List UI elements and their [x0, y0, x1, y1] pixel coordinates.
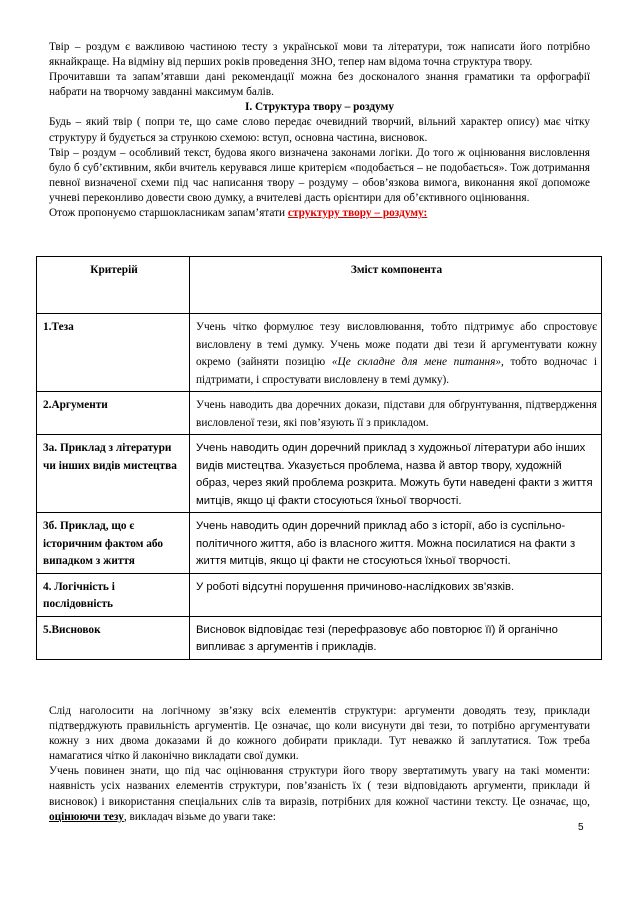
content-cell: [190, 314, 602, 392]
highlighted-structure-link: структуру твору – роздуму:: [287, 207, 428, 220]
logic-paragraph: Твір – роздум – особливий текст, будова якого визначена законами логіки. До того ж оцінювання висловлення було б суб’єктивним, якби вчитель керувався лише критерієм «подобається – не подобається». Тож дотримання певної визначеної схеми під час написання твору – роздуму – обов’язкова вимога, виконання якої допоможе учневі переконливо довести свою думку, а вчителеві дасть орієнтири для об’єктивного оцінювання.: [49, 146, 590, 204]
connection-paragraph: Слід наголосити на логічному зв’язку всіх елементів структури: аргументи доводять тезу, приклади підтверджують правильність аргументів. Це означає, що коли висунути дві тези, то потрібно аргументувати кожну з них двома доказами й до кожного добирати приклади. Тут неважко й заплутатися. Тож треба намагатися чітко й лаконічно викладати свої думки.: [49, 705, 590, 763]
evaluating-thesis-emphasis: оцінюючи тезу: [49, 810, 124, 823]
table-row: [37, 314, 602, 392]
content-cell: Учень наводить один доречний приклад з художньої літератури або інших видів мистецтва. Указується проблема, назва й автор твору, художній образ, через який проблема розкрита. Можуть бути наведені факти з життя митців, якщо ці факти стосуються їхньої творчості.: [190, 435, 602, 513]
content-text: Учень чітко формулює тезу висловлювання, тобто підтримує або спростовує висловлену в темі думку. Учень може подати дві тези й аргументувати кожну окремо (зайняти позицію: [196, 321, 597, 368]
header-criterion: Критерій: [37, 257, 190, 314]
intro-paragraph-2: Прочитавши та запам’ятавши дані рекомендації можна без досконалого знання граматики та орфографії набрати на творчому завданні максимум балів.: [49, 71, 590, 99]
table-row: [37, 616, 602, 659]
table-row: [37, 573, 602, 616]
criterion-cell: 5.Висновок: [37, 616, 190, 659]
evaluation-text-end: , викладач візьме до уваги таке:: [123, 810, 276, 823]
content-cell: Висновок відповідає тезі (перефразовує або повторює її) й органічно випливає з аргументів і прикладів.: [190, 616, 602, 659]
table-header-row: [37, 257, 602, 314]
content-cell: Учень наводить один доречний приклад або з історії, або із суспільно-політичного життя, або із власного життя. Можна посилатися на факти з життя митців, якщо ці факти не стосуються їхньої творчості.: [190, 513, 602, 574]
criterion-cell: 2.Аргументи: [37, 392, 190, 435]
content-cell: У роботі відсутні порушення причиново-наслідкових зв’язків.: [190, 573, 602, 616]
criterion-cell: 3а. Приклад з літератури чи інших видів мистецтва: [37, 435, 190, 513]
closing-block: [49, 704, 590, 825]
criterion-cell: 1.Теза: [37, 314, 190, 392]
criteria-table: [36, 256, 602, 660]
evaluation-text: Учень повинен знати, що під час оцінювання структури його твору звертатимуть увагу на такі моменти: наявність усіх названих елементів структури, пов’язаність їх ( тези відповідають аргументи, приклади й висновок) і використання спеціальних слів та виразів, потрібних для кожної частини тексту. Це означає, що,: [49, 765, 590, 808]
content-italic-quote: «Це складне для мене питання»,: [331, 356, 504, 368]
table-row: [37, 513, 602, 574]
structure-paragraph: Будь – який твір ( попри те, що саме слово передає очевидний творчий, вільний характер опису) має чітку структуру й будується за стрункою схемою: вступ, основна частина, висновок.: [49, 116, 590, 144]
content-cell: Учень наводить два доречних докази, підстави для обґрунтування, підтвердження висловленої тези, які пов’язують її з прикладом.: [190, 392, 602, 435]
intro-paragraph-1: Твір – роздум є важливою частиною тесту з української мови та літератури, тож написати його потрібно якнайкраще. На відміну від перших років проведення ЗНО, тепер нам відома точна структура твору.: [49, 41, 590, 69]
header-content: Зміст компонента: [190, 257, 602, 314]
section-title: І. Структура твору – роздуму: [245, 101, 394, 114]
intro-block: [49, 40, 590, 221]
proposal-paragraph: [49, 206, 590, 221]
table-row: [37, 392, 602, 435]
proposal-text: Отож пропонуємо старшокласникам запам’ятати: [49, 207, 288, 220]
criterion-cell: 4. Логічність і послідовність: [37, 573, 190, 616]
page-number: 5: [578, 822, 584, 833]
content-text-end: тобто водночас і підтримати, і спростувати висловлену в темі думку).: [196, 356, 597, 386]
criterion-cell: 3б. Приклад, що є історичним фактом або випадком з життя: [37, 513, 190, 574]
table-row: [37, 435, 602, 513]
evaluation-paragraph: [49, 764, 590, 824]
